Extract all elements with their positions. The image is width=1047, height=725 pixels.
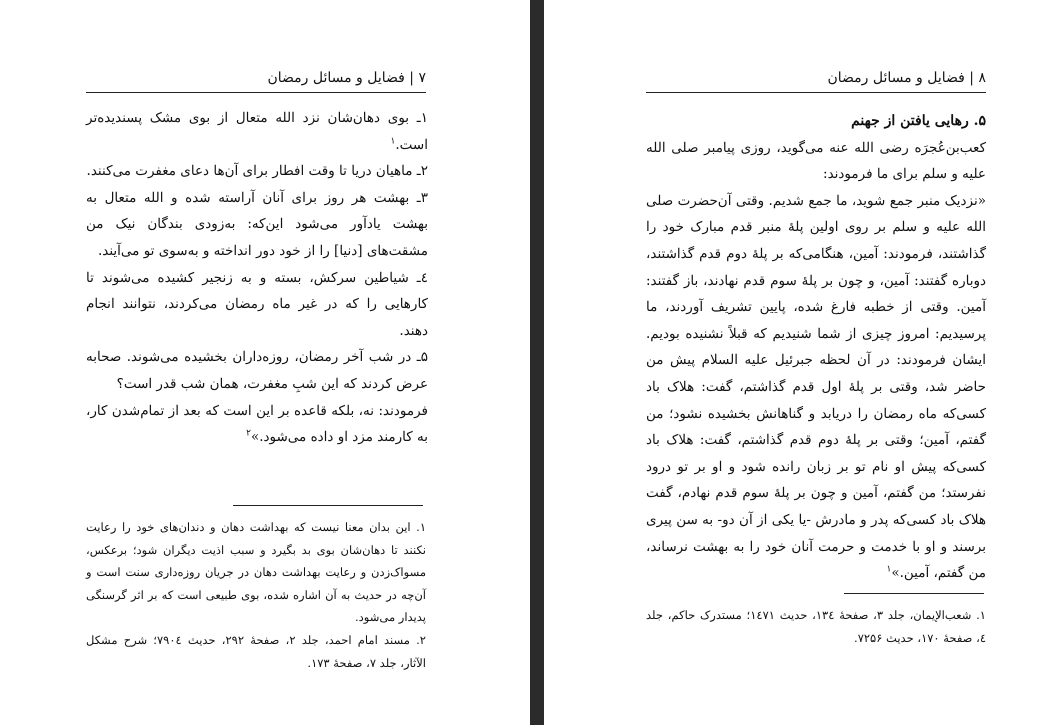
page-8 <box>544 0 1047 725</box>
running-header: ۷ | فضایل و مسائل رمضان <box>267 70 426 86</box>
paragraph: «نزدیک منبر جمع شوید، ما جمع شدیم. وقتی آن‌حضرت صلی الله علیه و سلم بر روی اولین پلهٔ منبر قدم مبارک خود را گذاشتند، فرمودند: آمین، هنگامی‌که بر پلهٔ دوم قدم گذاشتند، دوباره گفتند: آمین، و چون بر پلهٔ سوم قدم نهادند، باز گفتند: آمین. وقتی از خطبه فارغ شده، پایین تشریف آوردند، ما پرسیدیم: امروز چیزی از شما شنیدیم که قبلاً نشنیده بودیم. ایشان فرمودند: در آن لحظه جبرئیل علیه السلام پیش من حاضر شد، وقتی بر پلهٔ اول قدم گذاشتم، گفت: هلاک باد کسی‌که ماه رمضان را دریابد و گناهانش بخشیده نشود؛ من گفتم، آمین؛ وقتی بر پلهٔ دوم قدم گذاشتم، گفت: هلاک باد کسی‌که پیش او نام تو بر زبان رانده شود و او بر تو درود نفرستد؛ من گفتم، آمین و چون بر پلهٔ سوم قدم نهادم، گفت هلاک باد کسی‌که پدر و مادرش -یا یکی از آن دو- به سن پیری برسند و او با خدمت و حرمت آنان خود را به بهشت نرساند، من گفتم، آمین.»$^۱$ <box>646 192 986 582</box>
header-rule <box>646 92 986 93</box>
main-text <box>646 108 986 587</box>
book-gutter <box>530 0 544 725</box>
paragraph: فرمودند: نه، بلکه قاعده بر این است که بعد از تمام‌شدن کار، به کارمند مزد او داده می‌شود.»$^۲$ <box>86 402 428 446</box>
footnote-rule <box>233 505 423 506</box>
paragraph: ۵ـ در شب آخر رمضان، روزه‌داران بخشیده می‌شوند. صحابه عرض کردند که این شبِ مغفرت، همان شب قدر است؟ <box>86 349 428 392</box>
section-title: ۵. رهایی یافتن از جهنم <box>851 113 986 129</box>
running-header: ۸ | فضایل و مسائل رمضان <box>827 70 986 86</box>
paragraph: ۳ـ بهشت هر روز برای آنان آراسته شده و الله متعال به بهشت یادآور می‌شود این‌که: به‌زودی بندگان نیک من مشقت‌های [دنیا] را از خود دور انداخته و به‌سوی تو می‌آیند. <box>86 189 428 259</box>
footnote-mark[interactable]: ۱ <box>886 564 892 575</box>
paragraph: کعب‌بن‌عُجرَه رضی الله عنه می‌گوید، روزی پیامبر صلی الله علیه و سلم برای ما فرمودند: <box>646 139 986 183</box>
footnote: ۱. شعب‌الإیمان، جلد ۳، صفحهٔ ۱۳٤، حدیث ۱٤۷۱؛ مستدرک حاکم، جلد ٤، صفحهٔ ۱۷۰، حدیث ۷۲۵۶. <box>646 608 986 645</box>
footnotes <box>646 604 986 649</box>
footnote-mark[interactable]: ۲ <box>246 428 251 439</box>
footnotes <box>86 516 426 674</box>
header-rule <box>86 92 426 93</box>
main-text <box>86 105 428 451</box>
footnote-mark[interactable]: ۱ <box>390 136 396 147</box>
paragraph: ٤ـ شیاطین سرکش، بسته و به زنجیر کشیده می‌شوند تا کارهایی را که در غیر ماه رمضان می‌کردند، نتوانند انجام دهند. <box>86 269 428 339</box>
footnote: ۱. این بدان معنا نیست که بهداشت دهان و دندان‌های خود را رعایت نکنند تا دهان‌شان بوی بد بگیرد و سبب اذیت دیگران شود؛ برعکس، مسواک‌زدن و رعایت بهداشت دهان در جریان روزه‌داری سنت است و آن‌چه در حدیث به آن اشاره شده، بوی طبیعی است که بر اثر گرسنگی پدیدار می‌شود. <box>86 520 426 625</box>
footnote: ۲. مسند امام احمد، جلد ۲، صفحهٔ ۲۹۲، حدیث ۷۹۰٤؛ شرح مشکل الآثار، جلد ۷، صفحهٔ ۱۷۳. <box>86 632 426 670</box>
paragraph: ۲ـ ماهیان دریا تا وقت افطار برای آن‌ها دعای مغفرت می‌کنند. <box>86 163 428 180</box>
footnote-rule <box>844 593 984 594</box>
paragraph: ۱ـ بوی دهان‌شان نزد الله متعال از بوی مشک پسندیده‌تر است.$^۱$ <box>86 110 428 153</box>
